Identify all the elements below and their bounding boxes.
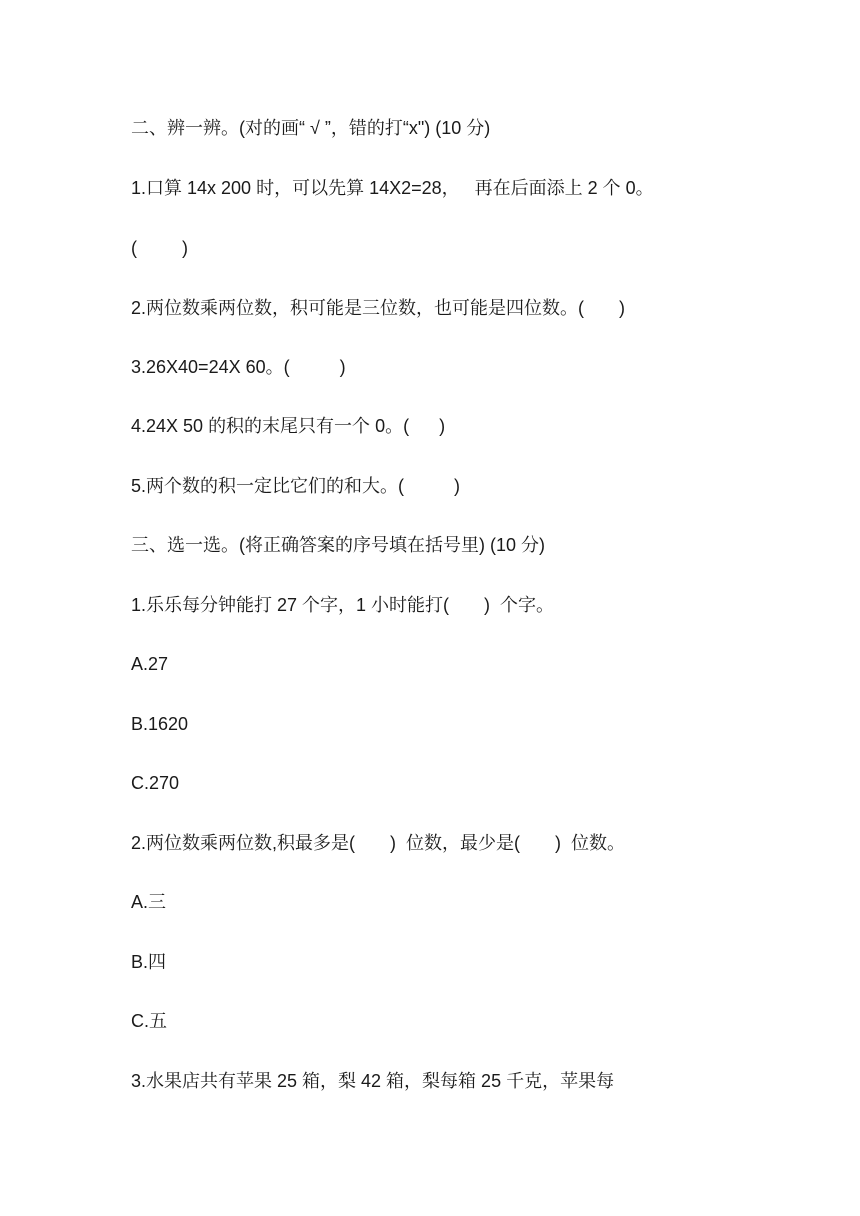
choice-question-1-text: 1.乐乐每分钟能打 27 个字，1 小时能打( ) 个字。 [131,595,555,615]
choice-option-b: B.1620 [131,714,189,734]
choice-option-b: B.四 [131,952,167,972]
question-1-text: 1.口算 14x 200 时，可以先算 14X2=28， 再在后面添上 2 个 0。 [131,178,654,198]
answer-blank-1: ( ) [131,238,188,258]
question-3-text: 3.26X40=24X 60。( ) [131,357,346,377]
choice-option-c: C.270 [131,773,180,793]
question-2-text: 2.两位数乘两位数，积可能是三位数，也可能是四位数。( ) [131,298,626,318]
choice-option-c: C.五 [131,1011,167,1031]
section-heading-multiple-choice: 三、选一选。(将正确答案的序号填在括号里) (10 分) [131,535,545,555]
choice-question-2-text: 2.两位数乘两位数,积最多是( ) 位数，最少是( ) 位数。 [131,833,626,853]
question-5-text: 5.两个数的积一定比它们的和大。( ) [131,476,461,496]
choice-option-a: A.三 [131,892,167,912]
choice-question-3-text: 3.水果店共有苹果 25 箱，梨 42 箱，梨每箱 25 千克，苹果每 [131,1071,615,1091]
choice-option-a: A.27 [131,654,169,674]
question-4-text: 4.24X 50 的积的末尾只有一个 0。( ) [131,416,446,436]
section-heading-true-false: 二、辨一辨。(对的画“ √ ”，错的打“x") (10 分) [131,118,491,138]
